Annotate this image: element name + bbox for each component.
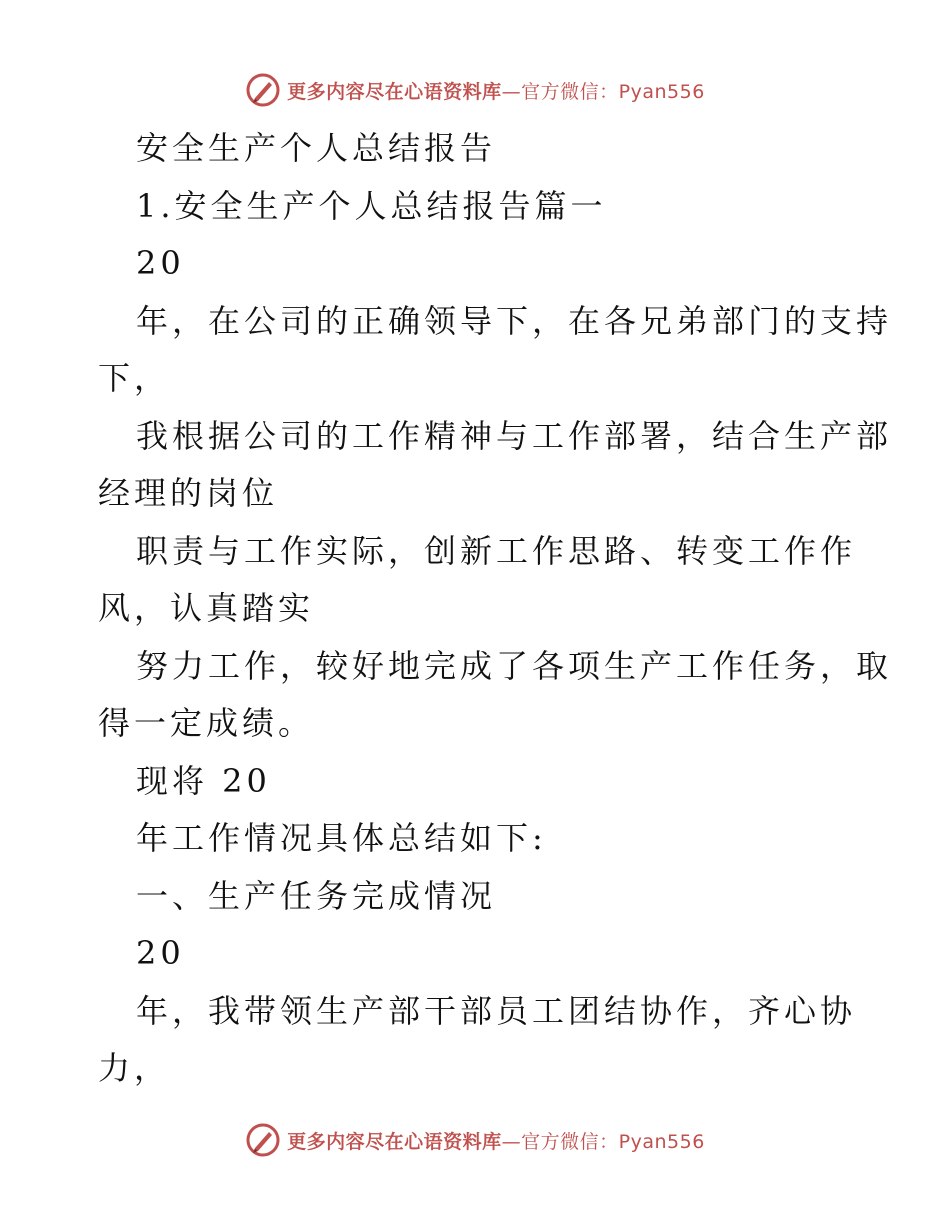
text-line: 努力工作，较好地完成了各项生产工作任务，取 [136, 646, 893, 685]
text-line: 职责与工作实际，创新工作思路、转变工作作 [136, 531, 857, 570]
header-watermark [0, 70, 950, 110]
text-line: 一、生产任务完成情况 [136, 876, 497, 915]
text-line: 1.安全生产个人总结报告篇一 [136, 186, 607, 225]
text-line: 我根据公司的工作精神与工作部署，结合生产部 [136, 416, 893, 455]
watermark-contact: 官方微信：Pyan556 [521, 80, 705, 103]
text-line: 20 [136, 244, 185, 282]
watermark-title: 更多内容尽在心语资料库 [287, 80, 502, 103]
watermark-dash: — [501, 80, 522, 103]
pen-logo-icon [245, 72, 281, 108]
text-line: 经理的岗位 [98, 474, 279, 512]
text-line: 年，在公司的正确领导下，在各兄弟部门的支持 [136, 301, 893, 340]
text-line: 得一定成绩。 [98, 704, 315, 742]
watermark-dash: — [501, 1130, 522, 1153]
text-line: 安全生产个人总结报告 [136, 129, 497, 167]
text-line: 20 [136, 934, 185, 972]
text-line: 下， [98, 359, 171, 397]
text-line: 力， [98, 1049, 171, 1087]
watermark-title: 更多内容尽在心语资料库 [287, 1130, 502, 1153]
watermark-contact: 官方微信：Pyan556 [521, 1130, 705, 1153]
text-line: 风，认真踏实 [98, 589, 315, 627]
text-line: 年，我带领生产部干部员工团结协作，齐心协 [136, 991, 857, 1030]
footer-watermark [0, 1120, 950, 1160]
text-line: 年工作情况具体总结如下: [136, 819, 547, 857]
pen-logo-icon [245, 1122, 281, 1158]
text-line: 现将 20 [136, 761, 271, 800]
document-body [98, 120, 893, 1098]
